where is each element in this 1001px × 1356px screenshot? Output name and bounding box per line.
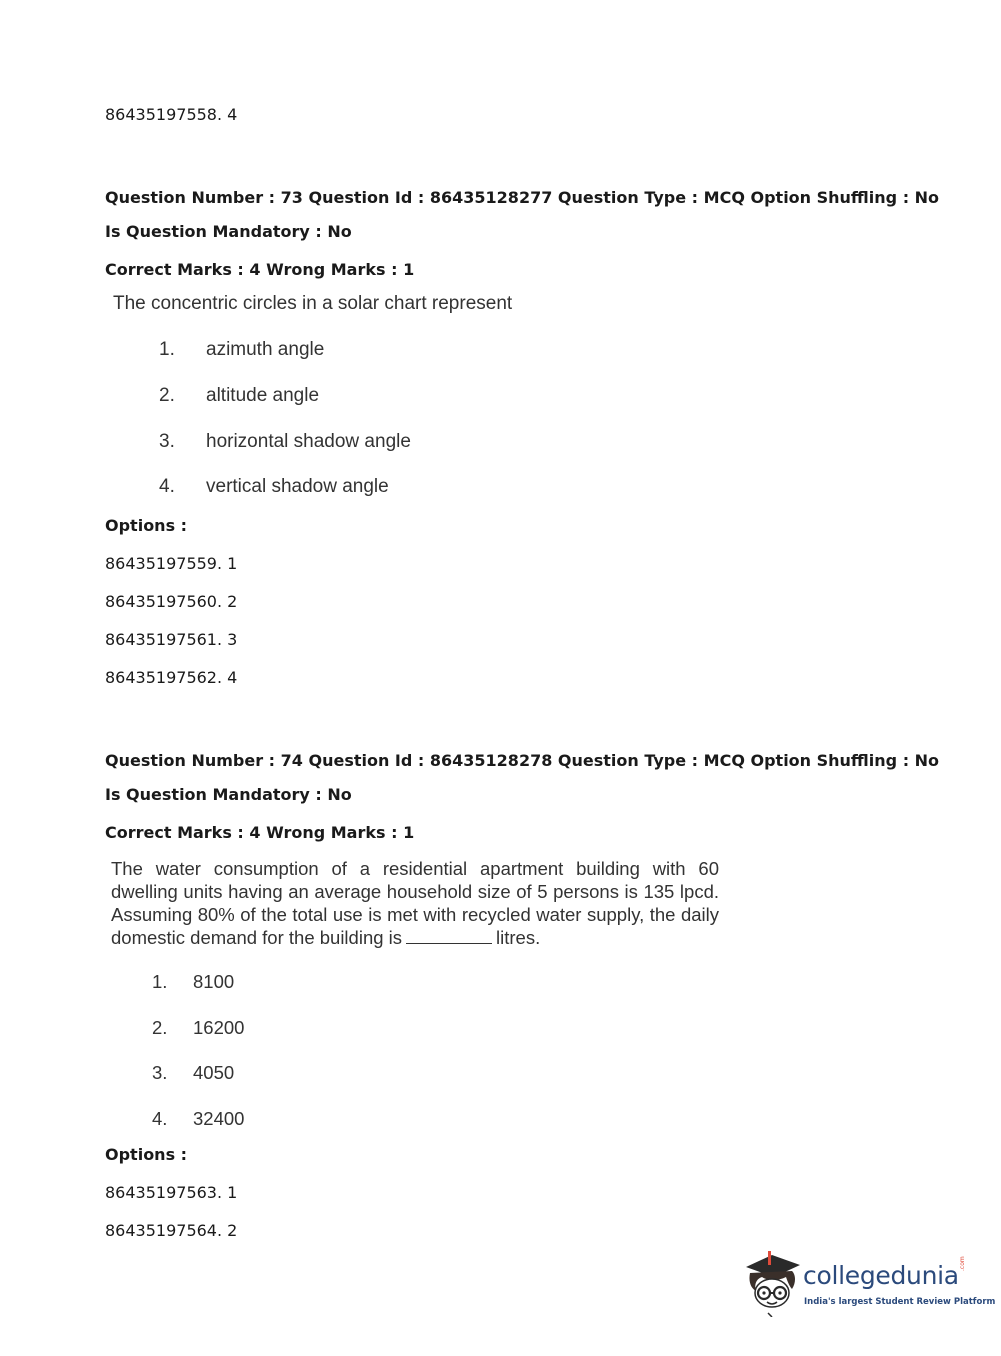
q74-choice-3: 3. 4050 bbox=[152, 1062, 235, 1083]
q74-header: Question Number : 74 Question Id : 86435128278 Question Type : MCQ Option Shuffling : No bbox=[105, 751, 940, 770]
q74-question-part2: litres. bbox=[496, 927, 541, 948]
q74-option-id-2: 86435197564. 2 bbox=[105, 1221, 238, 1240]
q73-marks: Correct Marks : 4 Wrong Marks : 1 bbox=[105, 260, 415, 279]
q73-options-label: Options : bbox=[105, 516, 188, 535]
q74-choice-2: 2. 16200 bbox=[152, 1017, 245, 1038]
q74-choice-1: 1. 8100 bbox=[152, 971, 235, 992]
q74-options-label: Options : bbox=[105, 1145, 188, 1164]
collegedunia-logo[interactable] bbox=[742, 1249, 996, 1319]
q73-mandatory: Is Question Mandatory : No bbox=[105, 222, 352, 241]
q73-header: Question Number : 73 Question Id : 86435128277 Question Type : MCQ Option Shuffling : No bbox=[105, 188, 940, 207]
answer-blank bbox=[406, 929, 492, 944]
q73-question-text: The concentric circles in a solar chart represent bbox=[113, 293, 513, 314]
q73-choice-3: 3. horizontal shadow angle bbox=[159, 431, 411, 452]
logo-tagline: India's largest Student Review Platform bbox=[804, 1297, 996, 1307]
option-id-top: 86435197558. 4 bbox=[105, 105, 238, 124]
q73-option-id-3: 86435197561. 3 bbox=[105, 630, 238, 649]
q73-option-id-1: 86435197559. 1 bbox=[105, 554, 238, 573]
q73-option-id-2: 86435197560. 2 bbox=[105, 592, 238, 611]
q74-choice-4: 4. 32400 bbox=[152, 1108, 245, 1129]
q73-choice-1: 1. azimuth angle bbox=[159, 339, 325, 360]
q74-question-text bbox=[111, 857, 719, 949]
mascot-icon bbox=[742, 1249, 804, 1317]
q74-mandatory: Is Question Mandatory : No bbox=[105, 785, 352, 804]
q74-option-id-1: 86435197563. 1 bbox=[105, 1183, 238, 1202]
q73-choice-2: 2. altitude angle bbox=[159, 385, 320, 406]
q74-question-part1: The water consumption of a residential apartment building with 60 dwelling units having an average household size of 5 persons is 135 lpcd. Assuming 80% of the total use is met with recycled water supply, the daily domestic demand for the building is bbox=[111, 858, 719, 948]
logo-wordmark: collegedunia bbox=[803, 1261, 959, 1290]
q73-choice-4: 4. vertical shadow angle bbox=[159, 476, 389, 497]
logo-suffix: .com bbox=[959, 1256, 966, 1271]
q74-marks: Correct Marks : 4 Wrong Marks : 1 bbox=[105, 823, 415, 842]
q73-option-id-4: 86435197562. 4 bbox=[105, 668, 238, 687]
